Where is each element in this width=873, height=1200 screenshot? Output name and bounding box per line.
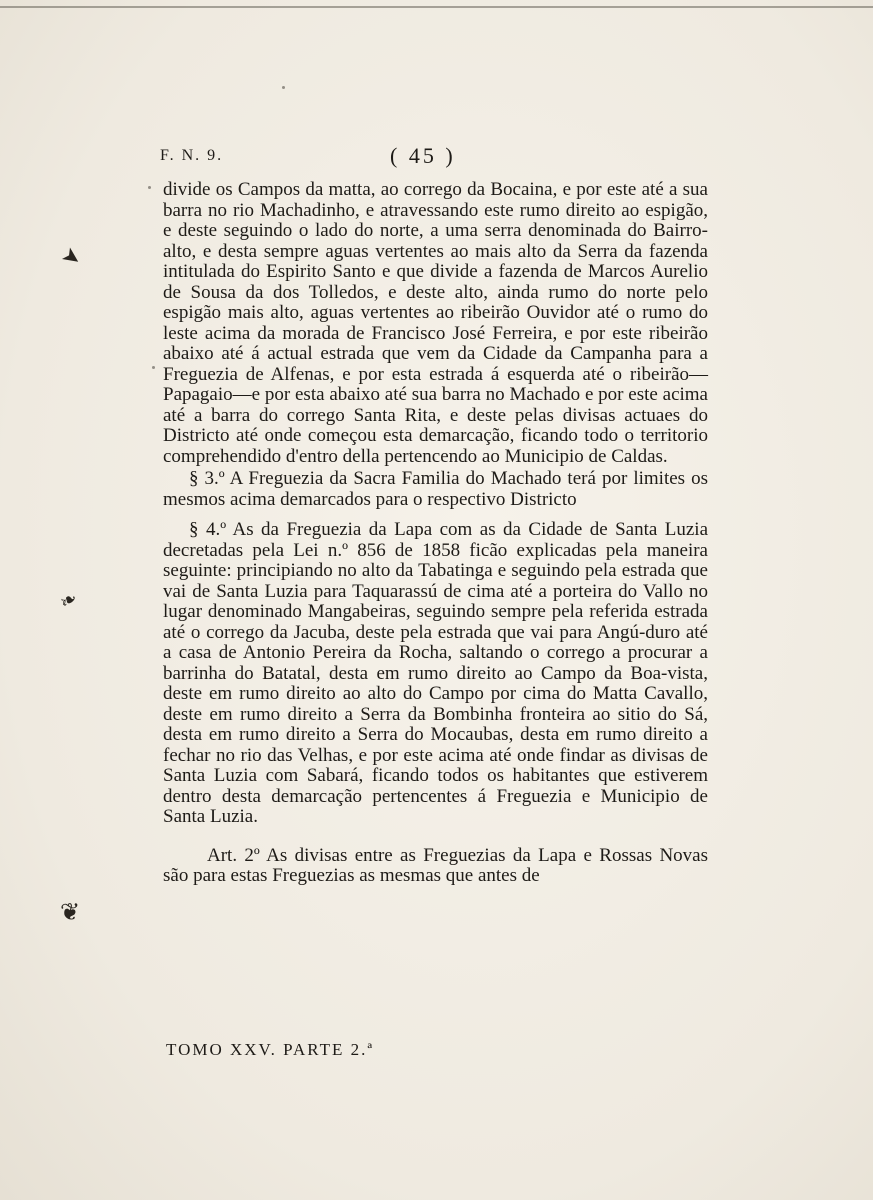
body-text	[163, 180, 708, 887]
page-number: ( 45 )	[390, 143, 456, 168]
paragraph-2: § 3.º A Freguezia da Sacra Familia do Machado terá por limites os mesmos acima demarcados para o respectivo Districto	[163, 468, 708, 510]
paragraph-3: § 4.º As da Freguezia da Lapa com as da Cidade de Santa Luzia decretadas pela Lei n.º 856 de 1858 ficão explicadas pela maneira seguinte: principiando no alto da Tabatinga e seguindo pela estrada que vai de Santa Luzia para Taquarassú de cima até a porteira do Vallo no lugar denominado Mangabeiras, seguindo sempre pela referida estrada até o corrego da Jacuba, deste pela estrada que vai para Angú-duro até a casa de Antonio Pereira da Rocha, saltando o corrego a procurar a barrinha do Batatal, desta em rumo direito ao Campo da Boa-vista, deste em rumo direito ao alto do Campo por cima do Matta Cavallo, deste em rumo direito a Serra da Bombinha fronteira ao sitio do Sá, desta em rumo direito a Serra do Mocaubas, desta em rumo direito a fechar no rio das Velhas, e por este acima até onde findar as divisas de Santa Luzia com Sabará, ficando todos os habitantes que estiverem dentro desta demarcação pertencentes á Freguezia e Municipio de Santa Luzia.	[163, 519, 708, 827]
ink-speck	[148, 186, 151, 189]
top-edge-line	[0, 6, 873, 8]
ink-speck	[282, 86, 285, 89]
series-label: F. N. 9.	[160, 147, 224, 164]
margin-mark: ❦	[60, 898, 81, 926]
page-header	[160, 143, 720, 173]
margin-mark: ❧	[55, 585, 82, 615]
margin-mark: ➤	[56, 241, 86, 274]
ink-speck	[152, 366, 155, 369]
paragraph-4: Art. 2º As divisas entre as Freguezias da Lapa e Rossas Novas são para estas Freguezias as mesmas que antes de	[163, 844, 708, 886]
paragraph-1: divide os Campos da matta, ao corrego da Bocaina, e por este até a sua barra no rio Machadinho, e atravessando este rumo direito ao espigão, e deste seguindo o lado do norte, a uma serra denominada do Bairro-alto, e desta sempre aguas vertentes ao mais alto da Serra da fazenda intitulada do Espirito Santo e que divide a fazenda de Marcos Aurelio de Sousa da dos Tolledos, e deste alto, ainda rumo do norte pelo espigão mais alto, aguas vertentes ao ribeirão Ouvidor até o rumo do leste acima da morada de Francisco José Ferreira, e por este ribeirão abaixo até á actual estrada que vem da Cidade da Campanha para a Freguezia de Alfenas, e por esta estrada á esquerda até o ribeirão—Papagaio—e por esta abaixo até sua barra no Machado e por este acima até a barra do corrego Santa Rita, e deste pelas divisas actuaes do Districto até onde começou esta demarcação, ficando todo o territorio comprehendido d'entro della pertencendo ao Municipio de Caldas.	[163, 179, 708, 467]
footer-signature: TOMO XXV. PARTE 2.ª	[166, 1040, 375, 1059]
